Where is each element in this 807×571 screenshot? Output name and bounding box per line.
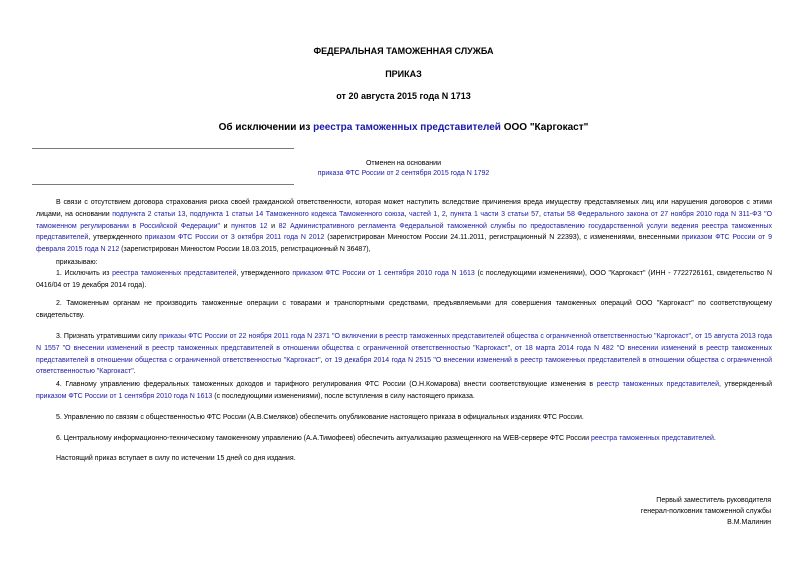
document-link[interactable]: пункта 1 части 3 статьи 57 — [450, 210, 539, 218]
text-run: 1. Исключить из — [56, 270, 113, 277]
text-run: (с последующими изменениями), ООО "Каргокаст" (ИНН - 7722726161, свидетельство N 0416/04 от 19 декабря 2014 года). — [36, 270, 773, 289]
document-link[interactable]: частей 1 — [408, 210, 438, 218]
signature-rank: генерал-полковник таможенной службы — [640, 507, 771, 515]
document-link[interactable]: приказом ФТС России от 3 октября 2011 года N 2012 — [144, 234, 325, 242]
document-link[interactable]: статьи 58 Федерального закона от 27 ноября 2010 года N 311-ФЗ "О таможенном регулировании в Российской Федерации" — [36, 210, 773, 230]
text-run: 6. Центральному информационно-техническому таможенному управлению (А.А.Тимофеев) обеспечить актуализацию размещенного на WEB-сервере ФТС России — [56, 435, 592, 442]
document-link[interactable]: от 18 марта 2014 года N 482 "О внесении изменений в реестр таможенных представителей в отношении общества с ограниченной ответственностью "Каргокаст" — [36, 344, 773, 364]
item-2: 2. Таможенным органам не производить таможенные операции с товарами и транспортными средствами, предъявляемыми для совершения таможенных операций ООО "Каргокаст" по соответствующему свидетельству. — [36, 300, 772, 319]
text-run: , утвержденного — [236, 270, 293, 277]
title-register-link[interactable]: реестра таможенных представителей — [313, 122, 501, 133]
document-date-number: от 20 августа 2015 года N 1713 — [336, 91, 471, 101]
text-run: , — [445, 210, 451, 218]
preamble-paragraph — [36, 197, 772, 256]
document-type: ПРИКАЗ — [385, 69, 422, 79]
document-link[interactable]: подпункта 2 статьи 13 — [112, 210, 186, 218]
text-run: , — [510, 344, 516, 352]
document-link[interactable]: реестра таможенных представителей — [591, 435, 714, 442]
text-run: , утвержденный — [718, 381, 772, 388]
document-link[interactable]: 82 Административного регламента Федеральной таможенной службы по предоставлению государственной услуги ведения реестра таможенных представителей — [36, 222, 772, 242]
text-run: , — [404, 210, 409, 218]
text-run: , утвержденного — [88, 234, 145, 242]
agency-name: ФЕДЕРАЛЬНАЯ ТАМОЖЕННАЯ СЛУЖБА — [313, 46, 494, 56]
text-run: 4. Главному управлению федеральных таможенных доходов и тарифного регулирования ФТС России (О.Н.Комарова) внести соответствующие изменения в — [56, 381, 597, 388]
document-link[interactable]: от 19 декабря 2014 года N 2515 "О внесении изменений в реестр таможенных представителей в отношении общества с ограниченной ответственностью "Каргокаст" — [36, 356, 772, 376]
item-1 — [36, 268, 772, 292]
document-link[interactable]: реестр таможенных представителей — [596, 381, 719, 388]
text-run: , — [185, 210, 190, 218]
signature-position: Первый заместитель руководителя — [656, 497, 771, 504]
text-run: и — [220, 222, 232, 230]
order-word: приказываю: — [56, 259, 98, 266]
document-title — [0, 122, 807, 133]
item-6 — [36, 433, 772, 445]
text-run: , — [320, 356, 325, 364]
document-link[interactable]: подпункта 1 статьи 14 Таможенного кодекса Таможенного союза — [189, 210, 405, 218]
item-4 — [36, 379, 772, 403]
item-5: 5. Управлению по связям с общественностью ФТС России (А.В.Смеляков) обеспечить опубликование настоящего приказа в официальных изданиях ФТС России. — [56, 414, 584, 421]
document-link[interactable]: 2 — [441, 210, 446, 218]
title-before: Об исключении из — [218, 122, 314, 133]
divider-top — [32, 148, 294, 149]
annulment-note: Отменен на основании — [365, 160, 441, 167]
text-run: , — [437, 210, 442, 218]
document-link[interactable]: реестра таможенных представителей — [112, 270, 237, 277]
text-run: и — [267, 222, 279, 230]
divider-bottom — [32, 184, 294, 185]
text-run: (зарегистрирован Минюстом России 24.11.2011, регистрационный N 22393), с изменениями, внесенными — [324, 234, 682, 242]
document-link[interactable]: от 15 августа 2013 года N 1557 "О внесении изменений в реестр таможенных представителей в отношении общества с ограниченной ответственностью "Каргокаст" — [36, 333, 772, 352]
effective-date-paragraph: Настоящий приказ вступает в силу по истечении 15 дней со дня издания. — [56, 455, 296, 462]
text-run: , — [538, 210, 544, 218]
annulment-note-link-line — [0, 170, 807, 177]
title-after: ООО "Каргокаст" — [500, 122, 589, 133]
document-link[interactable]: приказом ФТС России от 1 сентября 2010 года N 1613 — [36, 392, 213, 400]
signature-name: В.М.Малинин — [727, 518, 771, 526]
text-run: 3. Признать утратившими силу — [56, 333, 160, 340]
signature-block — [641, 496, 771, 528]
document-link[interactable]: пунктов 12 — [231, 222, 268, 230]
item-3 — [36, 331, 772, 378]
text-run: (зарегистрирован Минюстом России 18.03.2015, регистрационный N 36487), — [119, 246, 371, 254]
document-link[interactable]: приказом ФТС России от 1 сентября 2010 года N 1613 — [292, 270, 475, 277]
text-run: В связи с отсутствием договора страхования риска своей гражданской ответственности, которая может наступить вследствие причинения вреда имуществу представляемых лиц или нарушения договоров с этими лицами, на основании — [36, 199, 772, 218]
text-run: . — [133, 368, 136, 376]
annulment-order-link[interactable]: приказа ФТС России от 2 сентября 2015 года N 1792 — [317, 170, 490, 177]
text-run: . — [713, 435, 716, 442]
text-run: , — [691, 333, 696, 340]
document-link[interactable]: приказом ФТС России от 9 февраля 2015 года N 212 — [36, 234, 772, 254]
text-run: (с последующими изменениями), после вступления в силу настоящего приказа. — [212, 392, 475, 400]
document-link[interactable]: приказы ФТС России от 22 ноября 2011 года N 2371 "О включении в реестр таможенных представителей общества с ограниченной ответственностью "Каргокаст" — [159, 333, 692, 340]
